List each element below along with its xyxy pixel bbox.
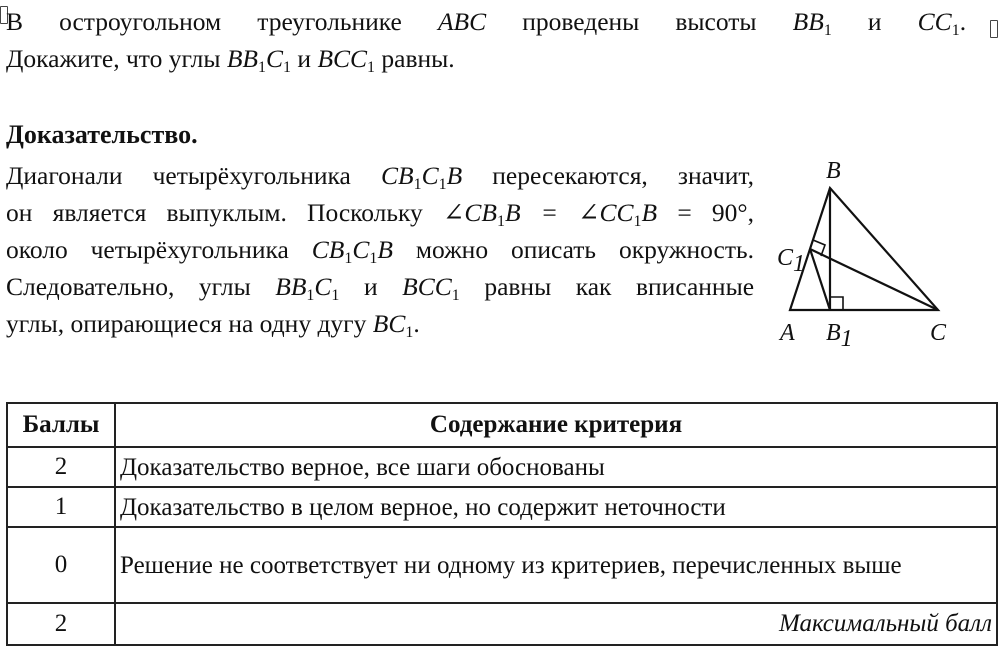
right-angle-mark-b1 (830, 297, 843, 310)
table-header-row (7, 403, 997, 447)
task-line-2 (6, 40, 966, 77)
label-c1: C1 (777, 245, 806, 277)
proof-line-2: он является выпуклым. Поскольку $\angle CB_1B$ = $\angle CC_1B = 90^\circ$, (6, 198, 754, 230)
proof-line-4: Следовательно, углы $BB_1C_1$ и $BCC_1$ равны как вписанные (6, 272, 755, 304)
row-criterion: Решение не соответствует ни одному из критериев, перечисленных выше (115, 527, 997, 603)
altitude-bb1: $BB_1$ (792, 7, 832, 39)
task-line-1 (6, 3, 966, 40)
triangle-abc: ABC (437, 7, 487, 36)
proof-text (6, 157, 754, 342)
task-text: равны. (381, 44, 455, 73)
task-text: и (297, 44, 312, 73)
corner-mark-top-right (990, 20, 998, 38)
task-statement (6, 3, 966, 77)
altitude-cc1: $CC_1$. (917, 7, 967, 39)
label-b: B (826, 158, 841, 184)
proof-line-5: углы, опирающиеся на одну дугу $BC_1$. (6, 309, 420, 341)
label-a: A (780, 320, 795, 346)
row-criterion: Доказательство верное, все шаги обоснованы (115, 447, 997, 487)
task-text: проведены высоты (522, 7, 757, 36)
task-text: и (867, 7, 882, 36)
row-points: 1 (7, 487, 115, 527)
header-criterion: Содержание критерия (115, 403, 997, 447)
row-points: 0 (7, 527, 115, 603)
table-row (7, 487, 997, 527)
proof-line-3: около четырёхугольника $CB_1C_1B$ можно описать окружность. (6, 235, 755, 267)
table-row (7, 447, 997, 487)
angle-bcc1: $BCC_1$ (317, 44, 376, 76)
header-points: Баллы (7, 403, 115, 447)
max-score-label: Максимальный балл (115, 603, 997, 645)
row-criterion: Доказательство в целом верное, но содержит неточности (115, 487, 997, 527)
label-c: C (930, 320, 947, 346)
triangle-figure (770, 150, 970, 350)
table-row-max (7, 603, 997, 645)
proof-line-1: Диагонали четырёхугольника $CB_1C_1B$ пересекаются, значит, (6, 161, 755, 193)
table-row (7, 527, 997, 603)
criteria-table (6, 402, 998, 646)
row-points: 2 (7, 447, 115, 487)
angle-bb1c1: $BB_1C_1$ (226, 44, 292, 76)
task-text: В остроугольном треугольнике (6, 7, 402, 36)
task-text: Докажите, что углы (6, 44, 221, 73)
proof-title: Доказательство. (6, 120, 198, 149)
label-b1: B1 (826, 320, 853, 350)
max-points: 2 (7, 603, 115, 645)
